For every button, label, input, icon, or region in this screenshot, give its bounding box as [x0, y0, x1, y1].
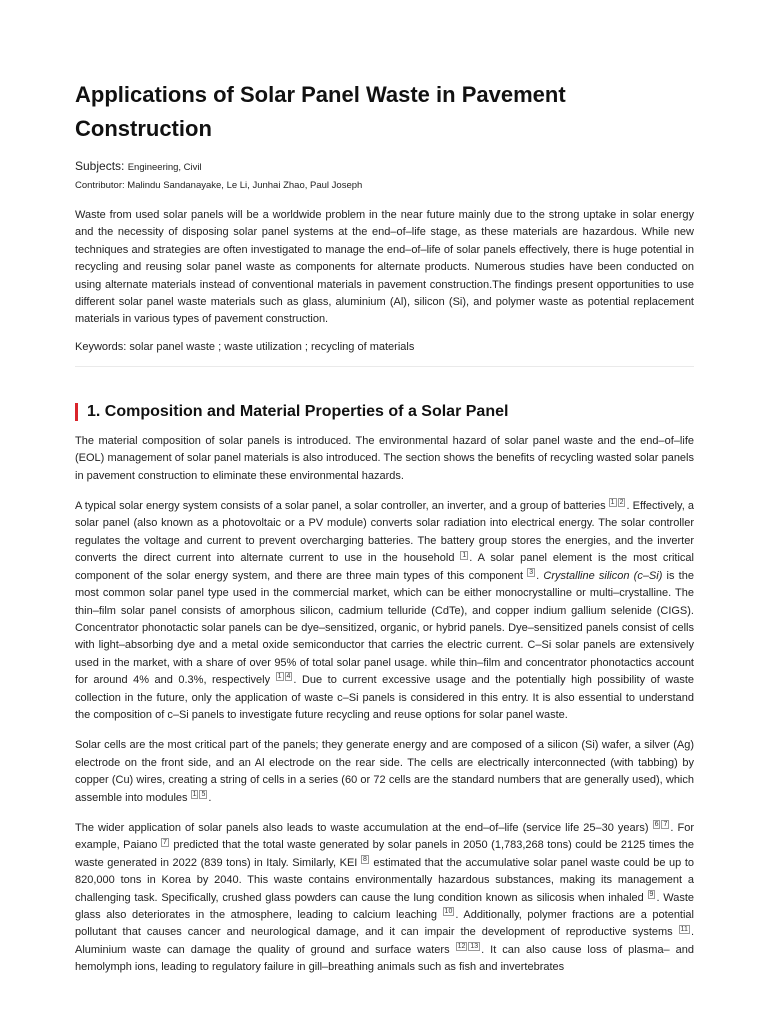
subjects-line	[75, 158, 694, 176]
citation-group	[460, 552, 469, 559]
page-title: Applications of Solar Panel Waste in Pavement Construction	[75, 82, 566, 141]
citation-link[interactable]: 10	[444, 908, 453, 916]
section-heading-text: 1. Composition and Material Properties of a Solar Panel	[87, 402, 509, 420]
paragraph-1: The material composition of solar panels is introduced. The environmental hazard of solar panel waste and the end–of–life (EOL) management of solar panel materials is also introduced. The section shows the benefits of recycling wasted solar panels in pavement construction to eliminate these environmental hazards.	[75, 434, 694, 482]
subjects-label: Subjects:	[75, 159, 125, 173]
citation-link[interactable]: 4	[286, 673, 291, 681]
citation-group	[191, 791, 209, 798]
text-run: . Due to current excessive usage and the potentially high possibility of waste collection in the future, only the application of waste c–Si panels is considered in this entry. It is also essential to understand the composition of c–Si panels to investigate future recycling and reuse options for solar panel waste.	[75, 674, 695, 721]
text-run: is the most common solar panel type used in the commercial market, which can be either monocrystalline or multi–crystalline. The thin–film solar panel consists of amorphous silicon, cadmium telluride (CdTe), and copper indium gallium selenide (CIGS). Concentrator phonotactic solar panels can be dye–sensitized, organic, or hybrid panels. Dye–sensitized panels consist of cells with light–absorbing dye and a metal oxide semiconductor that carries the electric current. C–Si solar panels are extensively used in the market, with a share of over 95% of total solar panel usage. while thin–film and concentrator phonotactics account for around 4% and 0.3%, respectively	[75, 569, 694, 687]
citation-link[interactable]: 7	[162, 838, 167, 846]
citation-link[interactable]: 1	[192, 790, 197, 798]
citation-group	[679, 926, 691, 933]
text-run: . Additionally, polymer fractions are a potential pollutant that causes cancer and neurological damage, and it can impair the development of reproductive systems	[75, 909, 694, 939]
divider	[75, 366, 694, 367]
contributor-names[interactable]: Malindu Sandanayake, Le Li, Junhai Zhao, Paul Joseph	[127, 180, 363, 191]
subjects-link[interactable]: Engineering, Civil	[127, 162, 202, 173]
text-run: predicted that the total waste generated by solar panels in 2050 (1,783,268 tons) could be 2125 times the waste generated in 2022 (839 tons) in Italy. Similarly, KEI	[75, 839, 695, 869]
text-run: . Effectively, a solar panel (also known as a photovoltaic or a PV module) converts solar radiation into electrical energy. The solar controller regulates the voltage and current to prevent overcharging batteries. The battery group stores the energies, and the inverter converts the direct current into alternate current to use in the household	[75, 500, 694, 565]
text-run: . Aluminium waste can damage the quality of ground and surface waters	[75, 926, 694, 956]
citation-group	[161, 839, 170, 846]
citation-link[interactable]: 2	[619, 499, 624, 507]
paragraph-2	[75, 498, 694, 724]
paragraph-3	[75, 737, 694, 807]
citation-link[interactable]: 8	[362, 856, 367, 864]
citation-link[interactable]: 13	[470, 943, 479, 951]
citation-link[interactable]: 7	[663, 821, 668, 829]
keywords-list: solar panel waste ; waste utilization ; recycling of materials	[129, 340, 415, 353]
citation-group	[443, 908, 456, 915]
citation-link[interactable]: 11	[680, 925, 688, 933]
keywords-label: Keywords:	[75, 340, 127, 353]
paragraph-4	[75, 820, 694, 977]
contributor-label: Contributor:	[75, 180, 125, 191]
citation-link[interactable]: 3	[529, 569, 534, 577]
citation-link[interactable]: 5	[201, 790, 206, 798]
text-run: . Waste glass also deteriorates in the atmosphere, leading to calcium leaching	[75, 891, 694, 921]
article-content	[75, 78, 694, 990]
citation-link[interactable]: 1	[277, 673, 282, 681]
text-run: Solar cells are the most critical part of the panels; they generate energy and are composed of a silicon (Si) wafer, a silver (Ag) electrode on the front side, and an Al electrode on the rear side. The cells are electrically interconnected (with tabbing) by copper (Cu) wires, creating a string of cells in a series (60 or 72 cells are the standard numbers that are generally used), which assemble into modules	[75, 739, 694, 804]
text-run: .	[208, 791, 212, 804]
citation-link[interactable]: 12	[457, 943, 466, 951]
text-run: . For example, Paiano	[75, 821, 694, 852]
text-run: .	[536, 569, 544, 582]
keywords-line	[75, 339, 694, 356]
citation-link[interactable]: 1	[610, 499, 615, 507]
citation-link[interactable]: 6	[654, 821, 659, 829]
citation-group	[609, 499, 627, 506]
citation-group	[527, 569, 536, 576]
section-heading	[75, 403, 694, 421]
italic-term: Crystalline silicon (c–Si)	[543, 569, 663, 582]
citation-link[interactable]: 1	[462, 551, 467, 559]
citation-group	[276, 673, 294, 680]
text-run: . A solar panel element is the most critical component of the solar energy system, and there are three main types of this component	[75, 552, 694, 582]
contributor-line	[75, 179, 694, 193]
text-run: estimated that the accumulative solar panel waste could be up to 820,000 tons in Korea by 2040. This waste contains environmentally hazardous substances, making its management a challenging task. Specifically, crushed glass powders can cause the lung condition known as silicosis when inhaled	[75, 856, 695, 904]
text-run: . It can also cause loss of plasma– and hemolymph ions, leading to regulatory failure in gill–breathing animals such as fish and invertebrates	[75, 943, 694, 974]
abstract: Waste from used solar panels will be a worldwide problem in the near future mainly due to the strong uptake in solar energy and the necessity of disposing solar panel systems at the end–of–life stage, as these materials are hazardous. While new techniques and strategies are often investigated to manage the end–of–life of solar panels effectively, there is huge potential in recycling and reusing solar panel waste as components for alternate products. Numerous studies have been conducted on using alternate materials instead of conventional materials in pavement construction.The findings present opportunities to use different solar panel waste materials such as glass, aluminium (Al), silicon (Si), and polymer waste as potential replacement materials in various types of pavement construction.	[75, 209, 694, 326]
text-run: A typical solar energy system consists of a solar panel, a solar controller, an inverter, and a group of batteries	[75, 500, 609, 513]
citation-link[interactable]: 9	[649, 890, 654, 898]
citation-group	[653, 821, 671, 828]
text-run: The wider application of solar panels also leads to waste accumulation at the end–of–life (service life 25–30 years)	[75, 821, 653, 834]
citation-group	[361, 856, 370, 863]
citation-group	[456, 943, 482, 950]
